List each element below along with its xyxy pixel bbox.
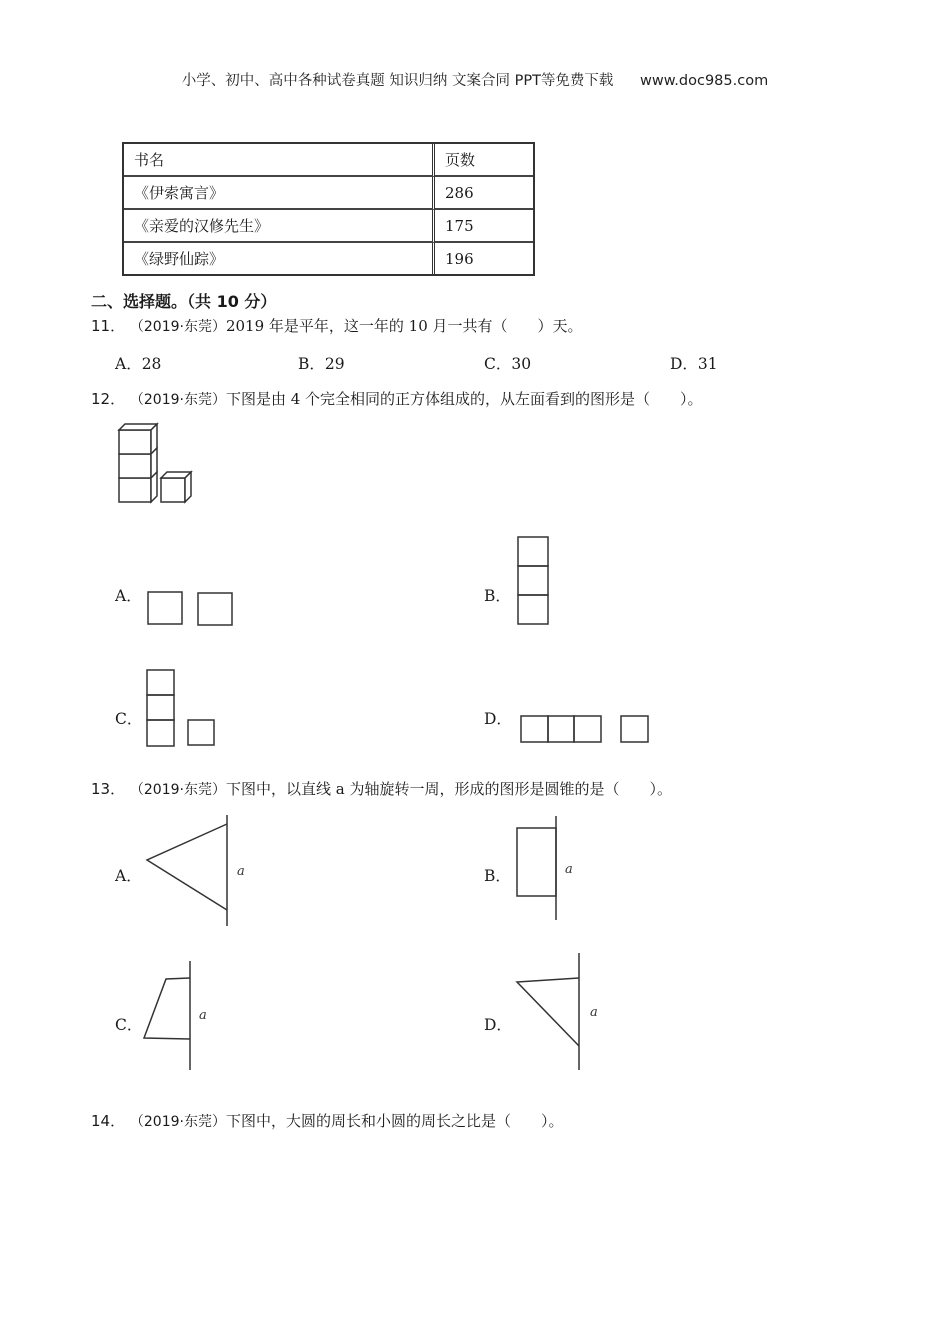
- question-text: 2019 年是平年，这一年的 10 月一共有（ ）天。: [225, 317, 583, 335]
- book-table: [122, 142, 535, 276]
- option-d-figure[interactable]: [512, 950, 612, 1072]
- question-12: [91, 388, 703, 409]
- axis-label: a: [199, 1008, 207, 1023]
- option-d[interactable]: D．: [484, 710, 512, 728]
- page-header: [0, 69, 950, 90]
- option-c-figure[interactable]: [139, 958, 219, 1074]
- question-text: 下图中，以直线 a 为轴旋转一周，形成的图形是圆锥的是（ ）。: [225, 780, 672, 798]
- table-cell: 《绿野仙踪》: [124, 243, 435, 274]
- question-number: 14．: [91, 1112, 126, 1130]
- option-b[interactable]: B．29: [298, 355, 345, 373]
- question-13: [91, 778, 672, 799]
- cube-stack-figure: [112, 420, 202, 510]
- axis-label: a: [237, 864, 245, 879]
- table-row: [124, 243, 533, 274]
- option-d[interactable]: D．: [484, 1016, 512, 1034]
- option-a-figure[interactable]: [140, 812, 260, 930]
- option-c[interactable]: C．: [115, 710, 143, 728]
- table-cell: 《亲爱的汉修先生》: [124, 210, 435, 243]
- question-source: （2019·东莞）: [129, 1114, 226, 1130]
- question-source: （2019·东莞）: [129, 319, 226, 335]
- option-b-figure[interactable]: [512, 813, 587, 923]
- question-number: 13．: [91, 780, 126, 798]
- table-row: [124, 210, 533, 243]
- table-header-cell: 页数: [435, 144, 533, 177]
- question-source: （2019·东莞）: [129, 392, 226, 408]
- option-b-figure[interactable]: [515, 535, 555, 627]
- option-d-figure[interactable]: [519, 713, 654, 747]
- table-cell: 《伊索寓言》: [124, 177, 435, 210]
- option-d[interactable]: D．31: [670, 355, 718, 373]
- question-number: 12．: [91, 390, 126, 408]
- option-b[interactable]: B．: [484, 587, 511, 605]
- option-a-figure[interactable]: [146, 590, 236, 626]
- option-a[interactable]: A．28: [115, 355, 162, 373]
- header-url[interactable]: www.doc985.com: [640, 73, 769, 89]
- question-14: [91, 1110, 563, 1131]
- question-text: 下图中，大圆的周长和小圆的周长之比是（ ）。: [225, 1112, 564, 1130]
- axis-label: a: [590, 1005, 598, 1020]
- option-b[interactable]: B．: [484, 867, 511, 885]
- axis-label: a: [565, 862, 573, 877]
- option-c[interactable]: C．30: [484, 355, 532, 373]
- question-source: （2019·东莞）: [129, 782, 226, 798]
- table-header-cell: 书名: [124, 144, 435, 177]
- table-cell: 196: [445, 249, 474, 268]
- table-cell: 286: [435, 177, 533, 210]
- option-a[interactable]: A．: [115, 867, 142, 885]
- question-11: [91, 315, 583, 336]
- section-title: 二、选择题。（共 10 分）: [91, 292, 277, 311]
- option-c-figure[interactable]: [144, 668, 219, 750]
- header-text: 小学、初中、高中各种试卷真题 知识归纳 文案合同 PPT等免费下载: [181, 73, 614, 89]
- table-cell: 175: [435, 210, 533, 243]
- question-text: 下图是由 4 个完全相同的正方体组成的，从左面看到的图形是（ ）。: [225, 390, 703, 408]
- table-header-row: [124, 144, 533, 177]
- option-c[interactable]: C．: [115, 1016, 143, 1034]
- option-a[interactable]: A．: [115, 587, 142, 605]
- question-number: 11．: [91, 317, 126, 335]
- table-row: [124, 177, 533, 210]
